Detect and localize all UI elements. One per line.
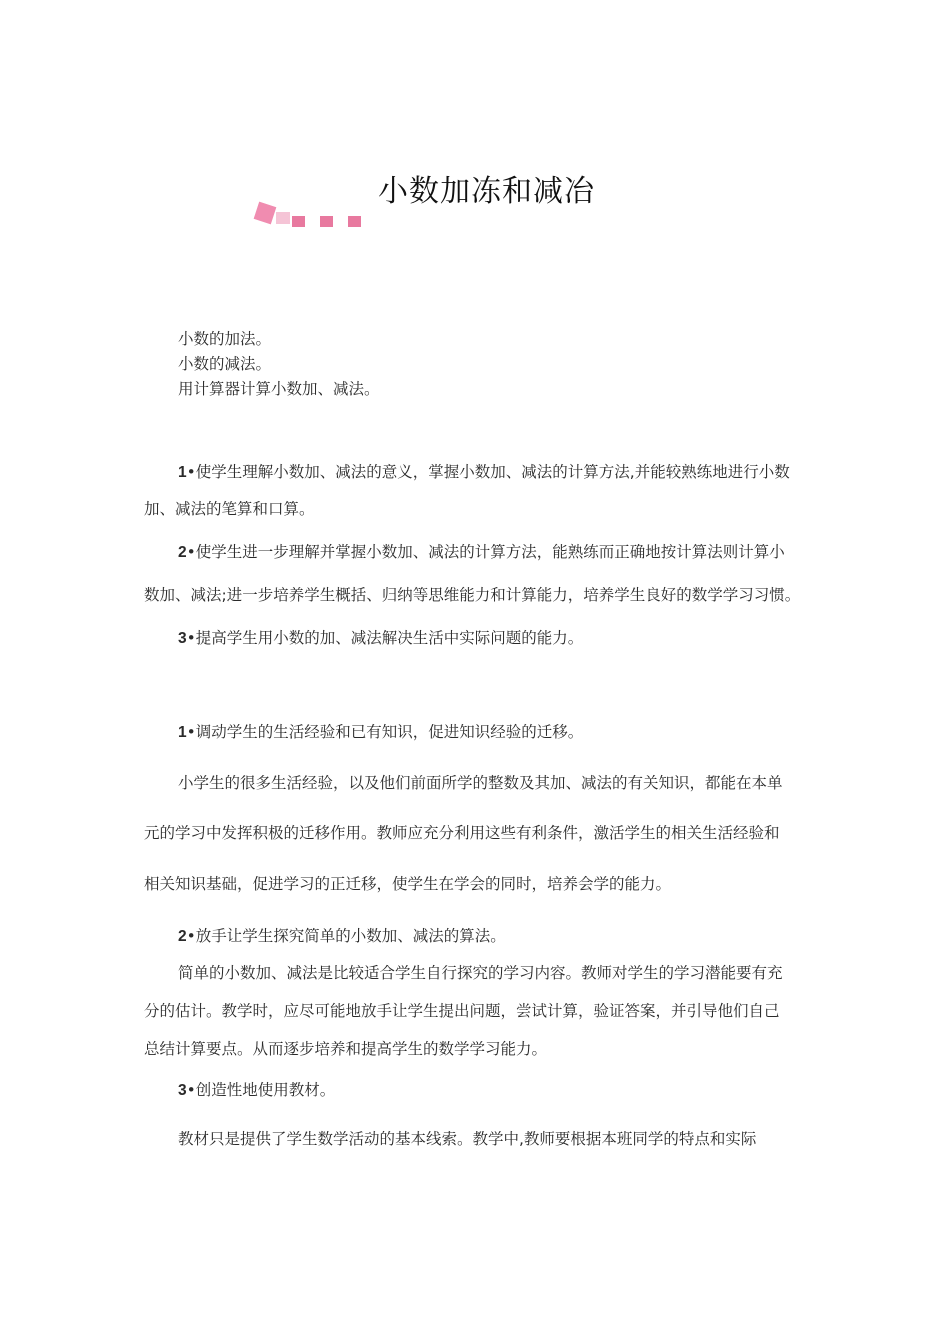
content-item: 小数的减法。 xyxy=(178,355,272,373)
suggestion-number: 2 xyxy=(178,928,187,945)
goal-3 xyxy=(178,627,583,650)
content-item: 用计算器计算小数加、减法。 xyxy=(178,380,380,398)
decorative-squares xyxy=(250,200,370,234)
deco-square-large xyxy=(254,202,277,225)
bullet-dot: • xyxy=(186,543,196,561)
page-title: 小数加冻和减冶 xyxy=(378,174,595,209)
suggestion-3-line: 教材只是提供了学生数学活动的基本线索。教学中,教师要根据本班同学的特点和实际 xyxy=(178,1130,757,1148)
content-item: 小数的加法。 xyxy=(178,330,272,348)
deco-square-faint xyxy=(276,212,290,224)
suggestion-3-heading xyxy=(178,1079,335,1102)
goal-2-cont: 数加、减法;进一步培养学生概括、归纳等思维能力和计算能力，培养学生良好的数学学习习惯。 xyxy=(144,586,801,604)
suggestion-heading-text: 放手让学生探究简单的小数加、减法的算法。 xyxy=(195,927,506,945)
bullet-dot: • xyxy=(186,1081,196,1099)
suggestion-2-line: 总结计算要点。从而逐步培养和提高学生的数学学习能力。 xyxy=(144,1040,548,1058)
deco-square-3 xyxy=(348,216,361,227)
bullet-dot: • xyxy=(186,463,196,481)
suggestion-number: 3 xyxy=(178,1082,187,1099)
deco-square-2 xyxy=(320,216,333,227)
goal-1-cont: 加、减法的笔算和口算。 xyxy=(144,500,315,518)
suggestion-1-heading xyxy=(178,721,583,744)
goal-number: 3 xyxy=(178,630,187,647)
goal-text: 使学生理解小数加、减法的意义，掌握小数加、减法的计算方法,并能较熟练地进行小数 xyxy=(195,463,790,481)
suggestion-number: 1 xyxy=(178,724,187,741)
suggestion-2-line: 简单的小数加、减法是比较适合学生自行探究的学习内容。教师对学生的学习潜能要有充 xyxy=(178,964,783,982)
suggestion-heading-text: 调动学生的生活经验和已有知识，促进知识经验的迁移。 xyxy=(195,723,584,741)
suggestion-1-line: 相关知识基础，促进学习的正迁移，使学生在学会的同时，培养会学的能力。 xyxy=(144,875,672,893)
bullet-dot: • xyxy=(186,927,196,945)
goal-text: 使学生进一步理解并掌握小数加、减法的计算方法，能熟练而正确地按计算法则计算小 xyxy=(195,543,785,561)
bullet-dot: • xyxy=(186,629,196,647)
goal-number: 1 xyxy=(178,464,187,481)
suggestion-1-line: 小学生的很多生活经验，以及他们前面所学的整数及其加、减法的有关知识，都能在本单 xyxy=(178,774,783,792)
suggestion-1-line: 元的学习中发挥积极的迁移作用。教师应充分利用这些有利条件，激活学生的相关生活经验和 xyxy=(144,824,780,842)
goal-number: 2 xyxy=(178,544,187,561)
deco-square-1 xyxy=(292,216,305,227)
goal-2 xyxy=(178,541,785,564)
suggestion-2-heading xyxy=(178,925,506,948)
bullet-dot: • xyxy=(186,723,196,741)
goal-1 xyxy=(178,461,790,484)
goal-text: 提高学生用小数的加、减法解决生活中实际问题的能力。 xyxy=(195,629,584,647)
suggestion-2-line: 分的估计。教学时，应尽可能地放手让学生提出问题，尝试计算，验证答案，并引导他们自己 xyxy=(144,1002,780,1020)
suggestion-heading-text: 创造性地使用教材。 xyxy=(195,1081,336,1099)
